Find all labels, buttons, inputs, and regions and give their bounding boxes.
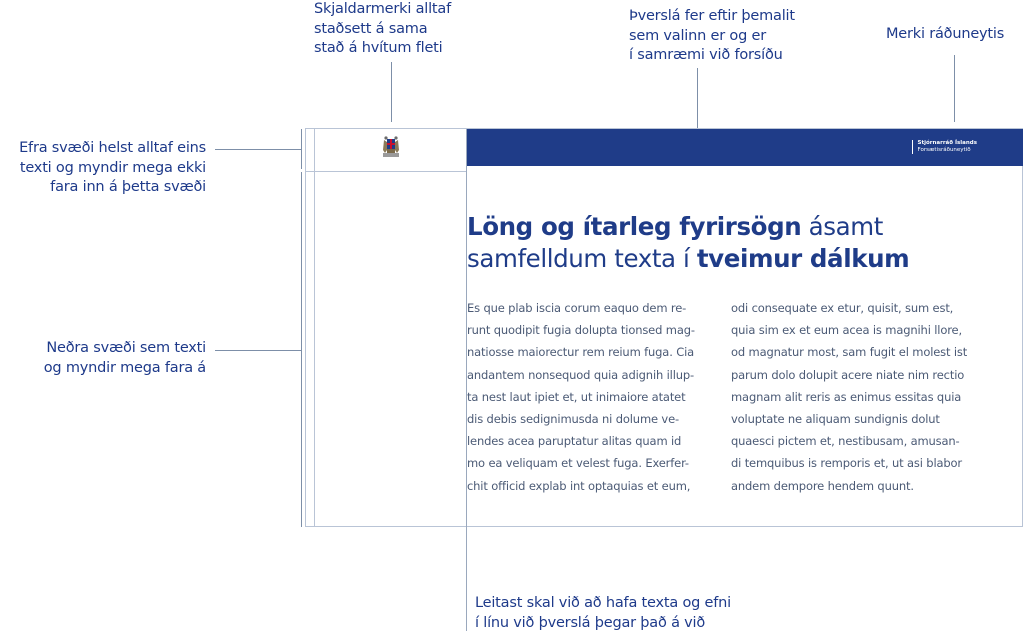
body-line: runt quodipit fugia dolupta tionsed mag- [467, 319, 707, 341]
body-column-1 [467, 297, 707, 497]
crest-annotation [314, 0, 451, 59]
ministry-logo [912, 140, 977, 154]
headline-light-part: ásamt [801, 212, 883, 241]
annotation-line: Þverslá fer eftir þemalit [629, 7, 795, 27]
annotation-line: texti og myndir mega ekki [19, 159, 206, 179]
top-area-annotation [19, 139, 206, 198]
headline-light-part: samfelldum texta í [467, 244, 697, 273]
body-line: quia sim ex et eum acea is magnihi llore, [731, 319, 976, 341]
body-line: lendes acea paruptatur alitas quam id [467, 430, 707, 452]
annotation-line: Skjaldarmerki alltaf [314, 0, 451, 20]
body-line: chit officid explab int optaquias et eum, [467, 475, 707, 497]
logo-line-2: Forsætisráðuneytið [918, 147, 977, 154]
body-line: odi consequate ex etur, quisit, sum est, [731, 297, 976, 319]
icelandic-coat-of-arms-icon [380, 136, 402, 160]
page-mockup [305, 128, 1023, 527]
body-line: andantem nonsequod quia adignih illup- [467, 364, 707, 386]
body-line: magnam alit reris as enimus essitas quia [731, 386, 976, 408]
body-line: Es que plab iscia corum eaquo dem re- [467, 297, 707, 319]
body-line: ta nest laut ipiet et, ut inimaiore atatet [467, 386, 707, 408]
theme-bar [467, 129, 1023, 166]
annotation-line: sem valinn er og er [629, 27, 795, 47]
logo-leader-line [954, 55, 955, 122]
crest-graphic [380, 136, 402, 160]
body-line: parum dolo dolupit acere niate nim rectio [731, 364, 976, 386]
bottom-area-bracket [301, 172, 302, 527]
bar-leader-line [697, 68, 698, 128]
body-line: dis debis sedignimusda ni dolume ve- [467, 408, 707, 430]
bottom-area-annotation [44, 339, 206, 378]
crest-leader-line [391, 62, 392, 122]
annotation-line: Neðra svæði sem texti [44, 339, 206, 359]
bar-annotation [629, 7, 795, 66]
body-line: voluptate ne aliquam sundignis dolut [731, 408, 976, 430]
annotation-line: og myndir mega fara á [44, 359, 206, 379]
headline-line-2 [467, 243, 1007, 275]
alignment-annotation [475, 594, 731, 633]
annotation-line: staðsett á sama [314, 20, 451, 40]
annotation-line: í samræmi við forsíðu [629, 46, 795, 66]
body-line: di temquibus is remporis et, ut asi blabor [731, 452, 976, 474]
annotation-line: fara inn á þetta svæði [19, 178, 206, 198]
annotation-line: Efra svæði helst alltaf eins [19, 139, 206, 159]
page-headline [467, 211, 1007, 275]
bottom-area-leader-line [215, 350, 301, 351]
annotation-line: Merki ráðuneytis [886, 25, 1004, 45]
body-line: quaesci pictem et, nestibusam, amusan- [731, 430, 976, 452]
headline-line-1 [467, 211, 1007, 243]
body-line: od magnatur most, sam fugit el molest ist [731, 341, 976, 363]
margin-guide-line [314, 129, 315, 526]
headline-bold-part: Löng og ítarleg fyrirsögn [467, 212, 801, 241]
body-column-2 [731, 297, 976, 497]
logo-line-1: Stjórnarráð Íslands [918, 140, 977, 147]
body-line: natiosse maiorectur rem reium fuga. Cia [467, 341, 707, 363]
annotation-line: í línu við þverslá þegar það á við [475, 614, 731, 633]
body-line: andem dempore hendem quunt. [731, 475, 976, 497]
annotation-line: stað á hvítum fleti [314, 39, 451, 59]
logo-annotation [886, 25, 1004, 45]
top-area-bracket [301, 129, 302, 169]
body-line: mo ea veliquam et velest fuga. Exerfer- [467, 452, 707, 474]
headline-bold-part: tveimur dálkum [697, 244, 909, 273]
annotation-line: Leitast skal við að hafa texta og efni [475, 594, 731, 614]
top-area-divider [306, 171, 467, 172]
top-area-leader-line [215, 149, 301, 150]
alignment-guide-line [466, 129, 467, 631]
